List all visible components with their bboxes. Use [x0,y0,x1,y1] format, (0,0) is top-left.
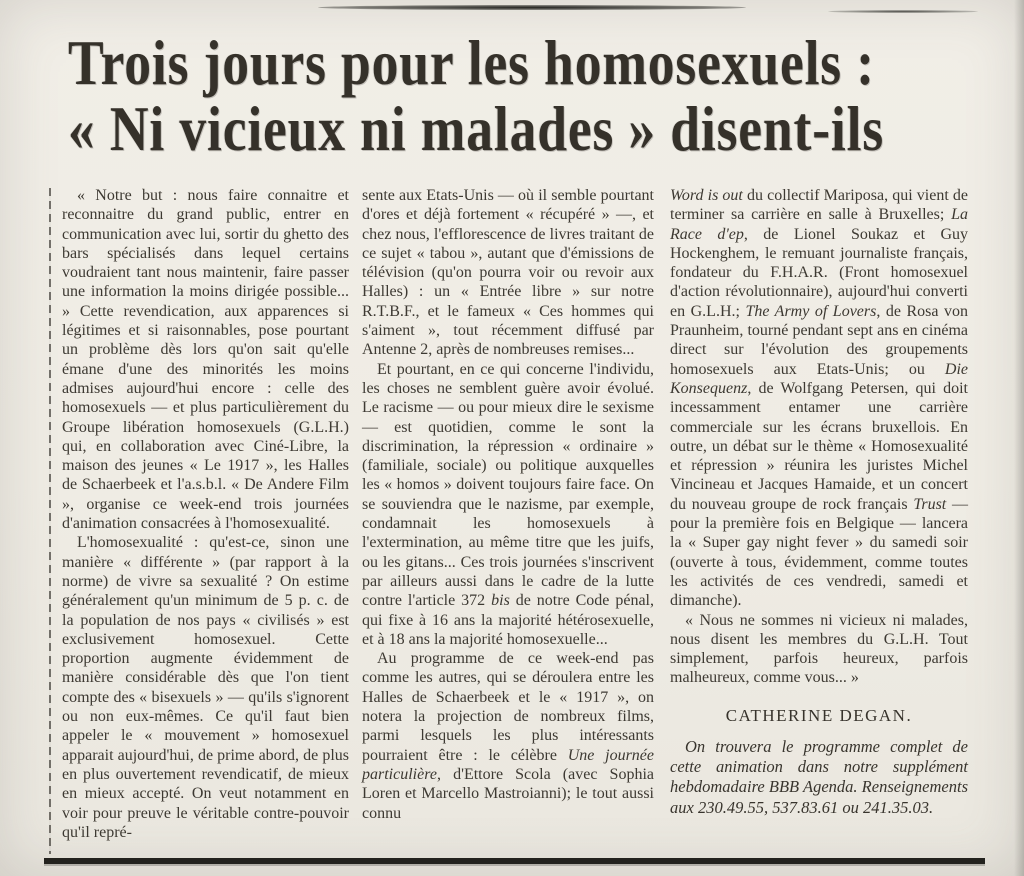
text-segment: Et pourtant, en ce qui concerne l'individu, les choses ne semblent guère avoir évolué. Le racisme — ou pour mieux dire le sexisme — est quotidien, comme le sont la discrimination, la répression « ordinaire » (familiale, sociale) ou politique auxquelles les « homos » doivent toujours faire face. On se souviendra que le nazisme, par exemple, condamnait les homosexuels à l'extermination, au même titre que les juifs, ou les gitans... Ces trois journées s'inscrivent par ailleurs aussi dans le cadre de la lutte contre l'article 372 [362,360,654,610]
text-segment: CATHERINE DEGAN. [725,705,913,725]
text-segment: Une journée particulière [362,746,654,783]
text-segment: , d'Ettore Scola (avec Sophia Loren et Marcello Mastroianni); le tout aussi connu [362,765,654,822]
text-segment: Trust [913,495,947,513]
text-segment: La Race d'ep [670,206,968,243]
article-paragraph [670,186,968,611]
scan-artifact-line [828,10,978,13]
article-column-3 [670,186,968,842]
text-segment: Word is out [670,187,743,204]
text-segment: de notre Code pénal, qui fixe à 16 ans la majorité hétérosexuelle, et à 18 ans la majorité homosexuelle... [362,592,654,648]
article-byline [670,706,968,725]
text-segment: — pour la première fois en Belgique — lancera la « Super gay night fever » du samedi soir (ouverte à tous, évidemment, comme toutes les activités de ces vendredi, samedi et dimanche). [670,495,969,610]
article-column-2 [362,186,654,842]
text-segment: , de Wolfgang Petersen, qui doit incessamment entamer une carrière commerciale sur les écrans bruxellois. En outre, un débat sur le thème « Homosexualité et répression » réunira les juristes Michel Vincineau et Jacques Hamaide, et un concert du nouveau groupe de rock français [670,379,968,513]
text-segment: , de Rosa von Praunheim, tourné pendant sept ans en cinéma direct sur l'évolution des groupements homosexuels aux Etats-Unis; ou [670,302,968,378]
text-segment: sente aux Etats-Unis — où il semble pourtant d'ores et déjà fortement « récupéré » —, et chez nous, l'efflorescence de livres traitant de ce sujet « tabou », autant que d'émissions de télévision (qu'on pourra voir ou revoir aux Halles) : un « Entrée libre » sur notre R.T.B.F., et le fameux « Ces hommes qui s'aiment », tout récemment diffusé par Antenne 2, après de nombreuses remises... [362,187,654,359]
text-segment: L'homosexualité : qu'est-ce, sinon une manière « différente » (par rapport à la norme) de vivre sa sexualité ? On estime généralement qu'un minimum de 5 p. c. de la population de nos pays « civilisés » est exclusivement homosexuel. Cette proportion augmente évidemment de manière considérable dès que l'on tient compte des « bisexuels » — qu'ils s'ignorent ou non eux-mêmes. Ce qu'il faut bien appeler le « mouvement » homosexuel apparait aujourd'hui, de prime abord, de plus en plus ouvertement revendicatif, de mieux en mieux accepté. On veut notamment en voir pour preuve le véritable contre-pouvoir qu'il repré- [62,534,349,841]
article-body [62,186,968,842]
article-paragraph [670,611,968,688]
article-paragraph [362,649,654,823]
text-segment: Au programme de ce week-end pas comme les autres, qui se déroulera entre les Halles de Schaerbeek et le « 1917 », on notera la projection de nombreux films, parmi lesquels les plus intéressants pourraient être : le célèbre [362,650,654,764]
text-segment: The Army of Lovers [745,302,877,320]
bottom-rule [44,858,985,864]
paper-edge-shadow [1014,0,1024,876]
text-segment: « Notre but : nous faire connaitre et reconnaitre du grand public, entrer en communication avec lui, sortir du ghetto des bars spécialisés dans lequel certains voudraient tant nous maintenir, faire passer une information la moins dirigée possible... » Cette revendication, aux apparences si légitimes et si raisonnables, pose pourtant un problème dès lors qu'on sait qu'elle émane d'une des minorités les moins admises aujourd'hui encore : celle des homosexuels — et plus particulièrement du Groupe libération homosexuels (G.L.H.) qui, en collaboration avec Ciné-Libre, la maison des jeunes « Le 1917 », les Halles de Schaerbeek et l'a.s.b.l. « De Andere Film », organise ce week-end trois journées d'animation consacrées à l'homosexualité. [62,187,349,533]
text-segment: « Nous ne sommes ni vicieux ni malades, nous disent les membres du G.L.H. Tout simplement, parfois heureux, parfois malheureux, comme vous... » [670,611,968,687]
text-segment: , de Lionel Soukaz et Guy Hockenghem, le remuant journaliste français, fondateur du F.H.A.R. (Front homosexuel d'action révolutionnaire), aujourd'hui converti en G.L.H.; [670,225,968,320]
article-headline [68,30,884,162]
article-program-note [670,737,968,818]
headline-line-1: Trois jours pour les homosexuels : [68,28,875,98]
text-segment: du collectif Mariposa, qui vient de terminer sa carrière en salle à Bruxelles; [670,187,968,224]
article-paragraph [62,186,349,533]
left-column-rule [49,188,51,854]
text-segment: On trouvera le programme complet de cette animation dans notre supplément hebdomadaire BBB Agenda. Renseignements aux 230.49.55, 537.83.61 ou 241.35.03. [670,737,968,817]
article-paragraph [62,533,349,842]
article-column-1 [62,186,349,842]
text-segment: Die Konsequenz [670,360,968,397]
headline-line-2: « Ni vicieux ni malades » disent-ils [68,94,885,164]
article-paragraph [362,186,654,360]
scan-artifact-line [318,5,746,10]
text-segment: bis [491,592,510,610]
article-paragraph [362,360,654,649]
